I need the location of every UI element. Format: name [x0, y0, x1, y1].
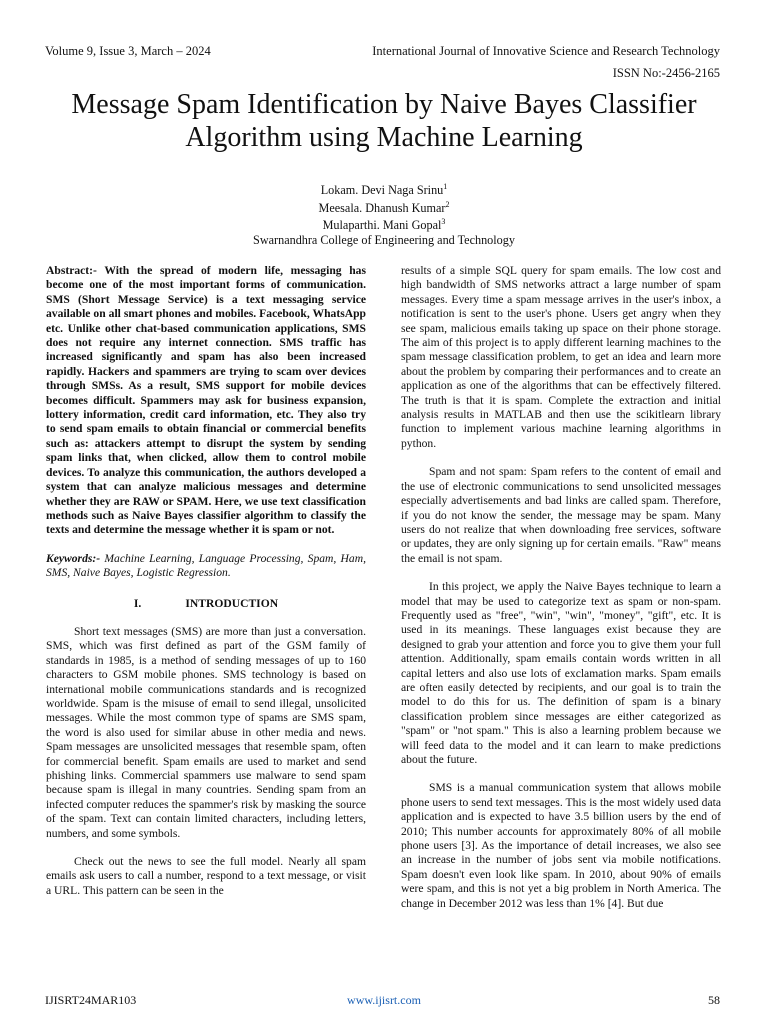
footer-paper-id: IJISRT24MAR103 [45, 993, 137, 1007]
page-number: 58 [708, 993, 720, 1007]
author-3: Mulaparthi. Mani Gopal$^3$ [322, 217, 446, 233]
body-paragraph: SMS is a manual communication system that allows mobile phone users to send text messages. This is the most widely used data application and is expected to have 3.5 billion users by the end of 2010; This number accounts for approximately 80% of all mobile phone users [3]. As the importance of detail increases, we also see an increase in the number of jobs sent via mobile notifications. Spam doesn't even look like spam. In 2010, about 90% of emails were spam, and this is not yet a big problem in North America. The change in December 2012 was less than 1% [4]. But due [401, 781, 721, 910]
author-block [0, 180, 768, 247]
affiliation: Swarnandhra College of Engineering and Technology [253, 232, 515, 247]
section-title: INTRODUCTION [185, 596, 279, 610]
left-column [46, 264, 366, 912]
body-paragraph: results of a simple SQL query for spam emails. The low cost and high bandwidth of SMS networks attract a large number of spam messages. Every time a spam message arrives in the user's inbox, a notification is sent to the user's phone. Users get angry when they see spam, malicious emails taking up space on their phone storage. The aim of this project is to apply different learning machines to the spam message classification problem, to get an idea and learn more about the problem by comparing their performances and to create an application as one of the algorithms that can be effectively filtered. The truth is that it is spam. Complete the extraction and initial analysis results in MATLAB and then use the scikitlearn library function to implement various machine learning algorithms in python. [401, 264, 721, 450]
keywords-text: Machine Learning, Language Processing, Spam, Ham, SMS, Naive Bayes, Logistic Regression. [46, 551, 366, 580]
right-column [401, 264, 721, 925]
running-header-left: Volume 9, Issue 3, March – 2024 [45, 44, 211, 58]
keywords-label: Keywords:- [46, 551, 101, 565]
body-paragraph: Check out the news to see the full model. Nearly all spam emails ask users to call a number, respond to a text message, or visit a URL. This pattern can be seen in the [46, 855, 366, 897]
section-heading [46, 597, 366, 611]
paper-title: Message Spam Identification by Naive Bayes Classifier Algorithm using Machine Learning [71, 89, 697, 153]
body-paragraph: Short text messages (SMS) are more than just a conversation. SMS, which was first defined as part of the GSM family of standards in 1985, is a method of sending messages of up to 160 characters to GSM mobile phones. SMS technology is based on international mobile communications standards and is recognized worldwide. Spam is the misuse of email to send illegal, unsolicited messages. While the most common type of spams are SMS spam, the word is also used for similar abuse in other media and news. Spam messages are unsolicited messages that resemble spam, often for commercial benefit. Spam emails are used to market and send phishing links. Commercial spammers use malware to send spam because spam is illegal in many countries. Sending spam from an infected computer reduces the spammer's risk by masking the source of the spam. Text can contain limited characters, including letters, numbers, and some symbols. [46, 624, 366, 840]
abstract: Abstract:- With the spread of modern life, messaging has become one of the most important forms of communication. SMS (Short Message Service) is a text messaging service available on all smart phones and mobiles. Facebook, WhatsApp etc. Unlike other chat-based communication applications, SMS does not require any internet connection. SMS traffic has increased significantly and spam has also been increased rapidly. Hackers and spammers are trying to scam over devices through SMSs. As a result, SMS support for mobile devices becomes difficult. Spammers may ask for business expansion, lottery information, credit card information, etc. They also try to send spam emails to obtain financial or commercial benefits such as: attackers attempt to disrupt the system by sending spam links that, when clicked, allow them to control mobile devices. To analyze this communication, the authors developed a system that can analyze malicious messages and determine whether they are RAW or SPAM. Here, we use text classification methods such as Naive Bayes classifier algorithm to classify the texts and determine the message whether it is spam or not. [46, 264, 366, 537]
body-paragraph: Spam and not spam: Spam refers to the content of email and the use of electronic communications to send unsolicited messages especially advertisements and bad links are called spam. Therefore, if you do not know the sender, the message may be spam. Many users do not realize that when downloading free services, software or updates, they are only signing up for certain emails. "Raw" means the email is not spam. [401, 465, 721, 565]
author-2: Meesala. Dhanush Kumar$^2$ [318, 199, 450, 215]
section-number: I. [133, 596, 142, 610]
author-1: Lokam. Devi Naga Srinu$^1$ [320, 182, 448, 198]
footer-url-link[interactable]: www.ijisrt.com [347, 993, 421, 1007]
keywords [46, 552, 366, 581]
issn-line: ISSN No:-2456-2165 [612, 66, 720, 80]
body-paragraph: In this project, we apply the Naive Bayes technique to learn a model that may be used to categorize text as spam or non-spam. Frequently used as "free", "win", "win", "money", "gift", etc. It is used in its meanings. These languages exist because they are designed to grab your attention and force you to give them your full attention. Additionally, spam emails contain words written in all capital letters and also use lots of exclamation marks. Spam emails are often easily detected by recipients, and our goal is to train the model to do this for us. The definition of spam is a binary classification problem since messages are either categorized as "spam" or "not spam." This is also a learning problem because we will feed data to the model and it can learn to make predictions about the future. [401, 580, 721, 766]
running-header-right: International Journal of Innovative Science and Research Technology [372, 44, 720, 58]
